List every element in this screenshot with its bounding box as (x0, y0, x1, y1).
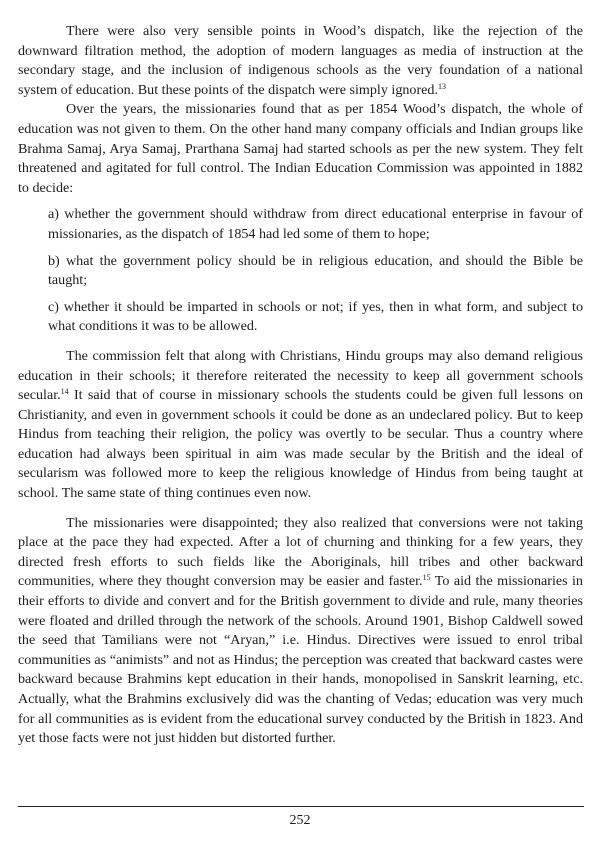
footnote-ref-15: 15 (422, 573, 431, 583)
footnote-ref-13: 13 (438, 81, 446, 91)
paragraph-missionaries-disappointed: The missionaries were disappointed; they also realized that conversions were not taking place at the pace they had expected. After a lot of churning and thinking for a few years, they directed fresh efforts to such fields like the Aboriginals, hill tribes and other backward communities, where they thought conversion may be easier and faster.$^{15}$ To aid the missionaries in their efforts to divide and convert and for the British government to divide and rule, many theories were floated and drilled through the network of the schools. Around 1901, Bishop Caldwell sowed the seed that Tamilians were not “Aryan,” i.e. Hindus. Directives were issued to enrol tribal communities as “animists” and not as Hindus; the perception was created that backward castes were backward because Brahmins kept education in their hands, monopolised in Sanskrit learning, etc. Actually, what the Brahmins exclusively did was the chanting of Vedas; education was very much for all communities as is evident from the educational survey conducted by the British in 1823. And yet those facts were not just hidden but distorted further. (18, 514, 583, 747)
paragraph-commission: The commission felt that along with Christians, Hindu groups may also demand religious education in their schools; it therefore reiterated the necessity to keep all government schools secular.$^{14}$ It said that of course in missionary schools the students could be given full lessons on Christianity, and even in government schools it could be done as an undeclared policy. But to keep Hindus from teaching their religion, the policy was overtly to be secular. Thus a country where education had always been spiritual in aim was made secular by the British and the ideal of secularism was followed more to keep the religious knowledge of Hindus from being taught at school. The same state of thing continues even now. (18, 347, 583, 502)
paragraph-woods-dispatch: There were also very sensible points in Wood’s dispatch, like the rejection of the downward filtration method, the adoption of modern languages as media of instruction at the secondary stage, and the inclusion of indigenous schools as the very foundation of a national system of education. But these points of the dispatch were simply ignored.$^{13}$ (18, 23, 583, 98)
list-item-c: c) whether it should be imparted in schools or not; if yes, then in what form, and subject to what conditions it was to be allowed. (48, 298, 583, 335)
page-number: 252 (289, 813, 311, 828)
list-item-a: a) whether the government should withdraw from direct educational enterprise in favour of missionaries, as the dispatch of 1854 had led some of them to hope; (48, 206, 583, 242)
body-text (18, 22, 583, 749)
footer-rule (18, 806, 584, 807)
list-item-b: b) what the government policy should be in religious education, and should the Bible be taught; (48, 252, 583, 289)
footnote-ref-14: 14 (60, 387, 69, 397)
paragraph-missionaries: Over the years, the missionaries found that as per 1854 Wood’s dispatch, the whole of education was not given to them. On the other hand many company officials and Indian groups like Brahma Samaj, Arya Samaj, Prarthana Samaj had started schools as per the new system. They felt threatened and agitated for full control. The Indian Education Commission was appointed in 1882 to decide: (18, 101, 583, 196)
